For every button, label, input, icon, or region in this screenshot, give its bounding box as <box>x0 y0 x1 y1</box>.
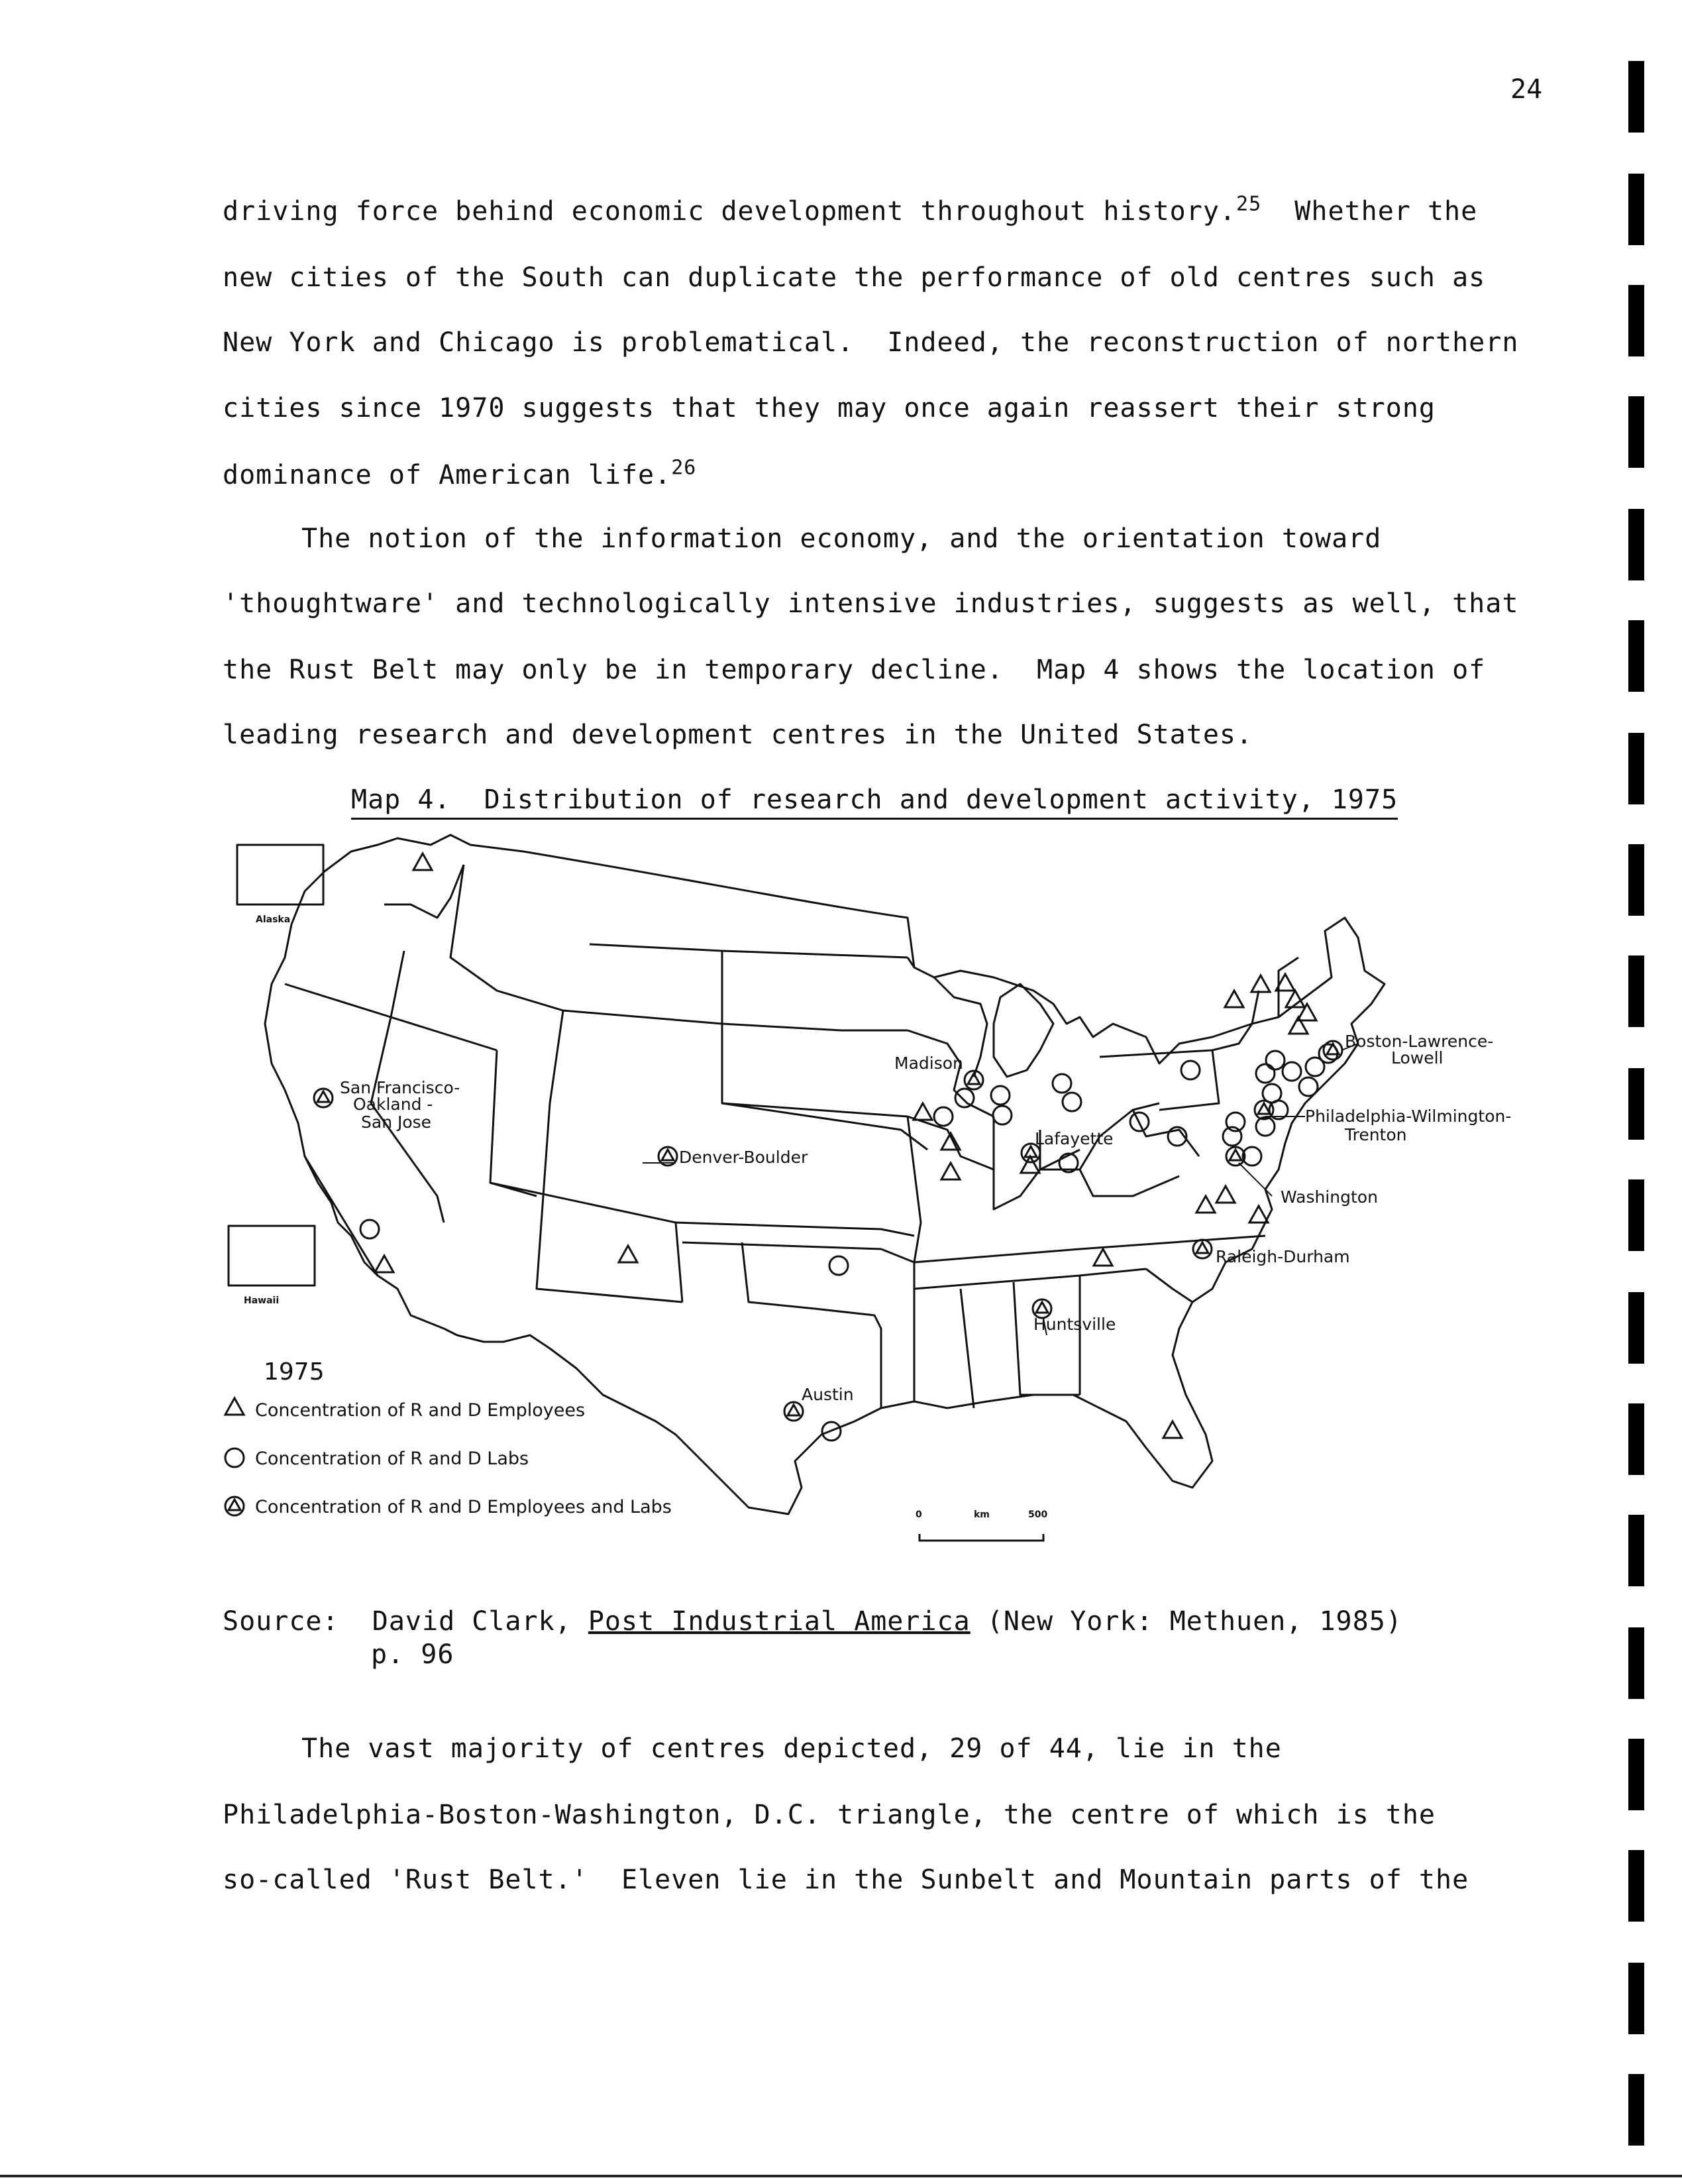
labs-marker <box>1256 1064 1275 1083</box>
label-boston: Boston-Lawrence- <box>1345 1032 1494 1051</box>
paragraph1-line2: new cities of the South can duplicate the performance of old centres such as <box>223 262 1486 293</box>
employees-marker <box>375 1256 394 1272</box>
map-figure <box>219 825 1537 1567</box>
labs-marker <box>934 1107 953 1126</box>
labs-marker <box>1299 1077 1318 1096</box>
hawaii-inset-box <box>229 1226 315 1285</box>
employees-marker <box>413 853 432 870</box>
label-san-francisco: San Francisco- <box>340 1078 460 1097</box>
combined-marker-madison <box>965 1071 983 1089</box>
paragraph1-line4: cities since 1970 suggests that they may once again reassert their strong <box>223 393 1436 423</box>
labs-marker <box>1053 1074 1071 1093</box>
legend-circle-icon <box>225 1448 244 1467</box>
employees-marker <box>1216 1186 1235 1203</box>
label-madison: Madison <box>894 1054 963 1073</box>
paragraph1-line1: driving force behind economic development throughout history.$^{25}$ Whether the <box>223 192 1478 227</box>
map-legend <box>225 1358 672 1517</box>
combined-marker-sf <box>314 1089 333 1107</box>
paragraph2-line2: 'thoughtware' and technologically intensive industries, suggests as well, that <box>223 588 1519 619</box>
legend-labs: Concentration of R and D Labs <box>255 1448 529 1469</box>
labs-marker <box>360 1220 379 1238</box>
label-san-jose: San Jose <box>361 1113 432 1132</box>
combined-marker-austin <box>784 1402 803 1421</box>
label-lowell: Lowell <box>1391 1048 1444 1067</box>
source-book-title: Post Industrial America <box>588 1606 971 1637</box>
paragraph1-line3: New York and Chicago is problematical. Indeed, the reconstruction of northern <box>223 327 1519 358</box>
label-raleigh-durham: Raleigh-Durham <box>1216 1247 1350 1266</box>
footnote-ref-26[interactable]: 26 <box>671 456 697 480</box>
paragraph2-line3: the Rust Belt may only be in temporary decline. Map 4 shows the location of <box>223 655 1486 685</box>
label-trenton: Trenton <box>1345 1125 1407 1144</box>
labs-marker <box>1266 1051 1285 1069</box>
map-title: Map 4. Distribution of research and development activity, 1975 <box>351 785 1398 820</box>
employees-marker <box>1249 1206 1268 1223</box>
employees-marker <box>1196 1196 1215 1213</box>
alaska-inset-box <box>237 845 323 904</box>
employees-marker <box>1163 1421 1182 1438</box>
paragraph3-line2: Philadelphia-Boston-Washington, D.C. triangle, the centre of which is the <box>223 1800 1436 1830</box>
scale-bar <box>916 1509 1047 1541</box>
paragraph1-line5: dominance of American life.$^{26}$ <box>223 456 697 490</box>
labs-marker <box>993 1106 1012 1124</box>
source-page: p. 96 <box>371 1639 454 1670</box>
employees-marker <box>1094 1249 1112 1266</box>
scale-unit: km <box>974 1509 990 1520</box>
paragraph2-line4: leading research and development centres in the United States. <box>223 720 1253 750</box>
label-oakland: Oakland - <box>353 1095 433 1114</box>
paragraph2-line1: The notion of the information economy, and the orientation toward <box>301 523 1382 554</box>
legend-employees: Concentration of R and D Employees <box>255 1400 586 1421</box>
paragraph3-line1: The vast majority of centres depicted, 29 of 44, lie in the <box>301 1733 1282 1764</box>
label-huntsville: Huntsville <box>1033 1315 1116 1334</box>
labs-marker <box>955 1089 974 1107</box>
employees-marker <box>1251 975 1270 992</box>
employees-marker <box>941 1163 960 1179</box>
paragraph3-line3: so-called 'Rust Belt.' Eleven lie in the Sunbelt and Mountain parts of the <box>223 1865 1469 1895</box>
page-number: 24 <box>1510 74 1543 105</box>
labs-marker <box>829 1256 848 1275</box>
employees-marker <box>619 1246 637 1262</box>
footnote-ref-25[interactable]: 25 <box>1236 192 1262 216</box>
label-washington: Washington <box>1281 1187 1378 1207</box>
employees-marker <box>1225 991 1243 1007</box>
legend-combined-icon <box>225 1497 244 1515</box>
labs-marker <box>1063 1093 1081 1111</box>
label-denver-boulder: Denver-Boulder <box>679 1148 808 1167</box>
label-austin: Austin <box>802 1385 854 1404</box>
legend-triangle-icon <box>225 1398 244 1415</box>
margin-bars <box>1628 0 1648 2184</box>
label-philadelphia: Philadelphia-Wilmington- <box>1305 1107 1512 1126</box>
scale-zero: 0 <box>916 1509 922 1520</box>
legend-year: 1975 <box>264 1358 325 1386</box>
labs-marker <box>1283 1062 1301 1081</box>
combined-marker-boston <box>1324 1041 1342 1060</box>
combined-marker-raleigh <box>1193 1240 1212 1258</box>
alaska-label: Alaska <box>256 914 291 925</box>
legend-both: Concentration of R and D Employees and Labs <box>255 1497 672 1517</box>
labs-marker <box>991 1086 1010 1105</box>
hawaii-label: Hawaii <box>244 1295 280 1306</box>
label-lafayette: Lafayette <box>1035 1129 1114 1148</box>
scale-max: 500 <box>1028 1509 1048 1520</box>
employees-marker <box>914 1103 932 1120</box>
source-citation: Source: David Clark, Post Industrial America (New York: Methuen, 1985) <box>223 1606 1402 1637</box>
page-bottom-border <box>0 2175 1682 2177</box>
labs-marker <box>1181 1061 1200 1079</box>
